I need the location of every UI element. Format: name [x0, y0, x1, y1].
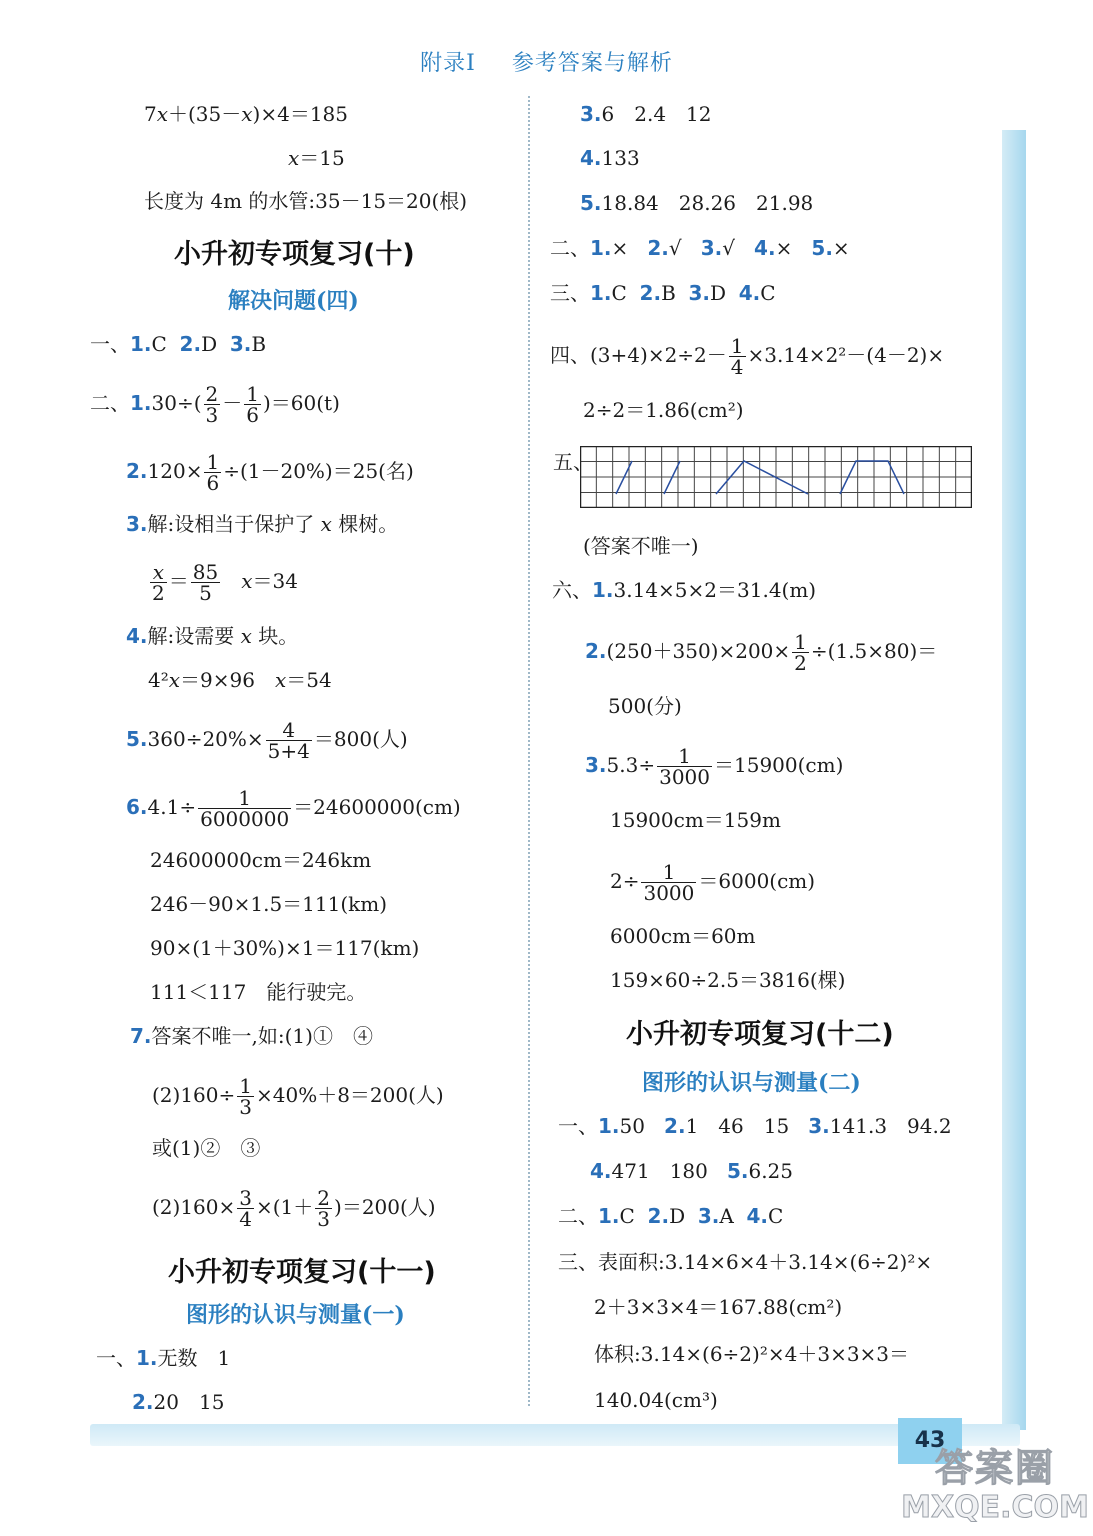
- answer-row: 5.360÷20%× $\frac{4}{5+4}$ ＝800(人): [126, 718, 408, 763]
- answer-row: 四、(3+4)×2÷2－ $\frac{1}{4}$ ×3.14×2²－(4－2)×: [550, 334, 945, 379]
- eq-line: 2÷2＝1.86(cm²): [583, 398, 744, 422]
- answer-row: 3.解:设相当于保护了 𝑥 棵树。: [126, 512, 399, 536]
- answer-row: 5.18.84 28.26 21.98: [580, 191, 814, 215]
- eq-line: 15900cm＝159m: [610, 808, 781, 832]
- section-title-12: 小升初专项复习(十二): [626, 1019, 894, 1050]
- answer-row: 一、1.C 2.D 3.B: [90, 332, 267, 356]
- eq-line: 体积:3.14×(6÷2)²×4＋3×3×3＝: [594, 1342, 910, 1366]
- section-subtitle-12: 图形的认识与测量(二): [642, 1070, 861, 1096]
- answer-row: 二、1.30÷( $\frac{2}{3}$ － $\frac{1}{6}$ )＝60(t): [90, 382, 340, 427]
- watermark-logo: 答案圈 MXQE.COM: [901, 1446, 1089, 1525]
- answer-row: (2)160÷ $\frac{1}{3}$ ×40%＋8＝200(人): [152, 1074, 444, 1119]
- answer-row: 六、1.3.14×5×2＝31.4(m): [552, 578, 817, 602]
- eq-line: 24600000cm＝246km: [150, 848, 372, 872]
- fraction: $\frac{1}{6000000}$: [200, 786, 290, 831]
- page-number: 43: [898, 1418, 962, 1464]
- answer-row: 三、表面积:3.14×6×4＋3.14×(6÷2)²×: [558, 1250, 933, 1274]
- section-subtitle-11: 图形的认识与测量(一): [186, 1302, 405, 1328]
- eq-line: 或(1)② ③: [152, 1136, 261, 1160]
- eq-line: 159×60÷2.5＝3816(棵): [610, 968, 846, 992]
- fraction: $\frac{4}{5+4}$: [267, 718, 310, 763]
- eq-line: 140.04(cm³): [594, 1388, 718, 1412]
- bottom-decoration-band: [90, 1424, 1020, 1446]
- answer-row: 2.120× $\frac{1}{6}$ ÷(1－20%)＝25(名): [126, 450, 414, 495]
- answer-row: 三、1.C 2.B 3.D 4.C: [550, 281, 776, 305]
- fraction: $\frac{1}{2}$: [794, 630, 807, 675]
- column-divider: [528, 96, 530, 1406]
- eq-line: 111＜117 能行驶完。: [150, 980, 367, 1004]
- section-title-10: 小升初专项复习(十): [174, 239, 415, 270]
- fraction: $\frac{2}{3}$: [205, 382, 219, 427]
- side-decoration-bar: [1002, 130, 1026, 1430]
- answer-row: $\frac{\text{𝑥}}{2}$ ＝ $\frac{85}{5}$ 𝑥＝34: [152, 560, 298, 605]
- eq-line: 500(分): [608, 694, 682, 718]
- answer-row: 2÷ $\frac{1}{3000}$ ＝6000(cm): [610, 860, 816, 905]
- answer-row: 2.20 15: [132, 1390, 225, 1414]
- answer-row: 6.4.1÷ $\frac{1}{6000000}$ ＝24600000(cm): [126, 786, 461, 831]
- eq-line: 6000cm＝60m: [610, 924, 756, 948]
- answer-row: 4.133: [580, 146, 640, 170]
- answer-row: 3.5.3÷ $\frac{1}{3000}$ ＝15900(cm): [585, 744, 844, 789]
- fraction: $\frac{1}{3000}$: [659, 744, 710, 789]
- page-header: [0, 46, 1093, 77]
- answer-row: 二、1.C 2.D 3.A 4.C: [558, 1204, 784, 1228]
- eq-line: 4²𝑥＝9×96 𝑥＝54: [148, 668, 332, 692]
- fraction: $\frac{2}{3}$: [317, 1186, 331, 1231]
- fraction: $\frac{1}{6}$: [246, 382, 259, 427]
- answer-row: 一、1.无数 1: [96, 1346, 231, 1370]
- note-line: (答案不唯一): [583, 534, 699, 558]
- fraction: $\frac{3}{4}$: [239, 1186, 252, 1231]
- drawing-grid: [580, 446, 972, 508]
- fraction: $\frac{1}{4}$: [730, 334, 744, 379]
- fraction: $\frac{\text{𝑥}}{2}$: [152, 560, 165, 605]
- eq-line: 2＋3×3×4＝167.88(cm²): [594, 1295, 843, 1319]
- section-subtitle-10: 解决问题(四): [228, 288, 359, 314]
- answer-row: 2.(250＋350)×200× $\frac{1}{2}$ ÷(1.5×80)＝: [585, 630, 938, 675]
- answer-row: 3.6 2.4 12: [580, 102, 712, 126]
- fraction: $\frac{85}{5}$: [192, 560, 219, 605]
- fraction: $\frac{1}{3000}$: [643, 860, 695, 905]
- answer-row: 4.471 180 5.6.25: [590, 1159, 793, 1183]
- answer-row: 二、1.× 2.√ 3.√ 4.× 5.×: [550, 236, 850, 260]
- eq-line: 7𝑥＋(35－𝑥)×4＝185: [144, 102, 348, 126]
- eq-line: 246－90×1.5＝111(km): [150, 892, 388, 916]
- section-title-11: 小升初专项复习(十一): [168, 1257, 436, 1288]
- fraction: $\frac{1}{6}$: [206, 450, 220, 495]
- eq-line: 90×(1＋30%)×1＝117(km): [150, 936, 420, 960]
- eq-line: 𝑥＝15: [288, 146, 345, 170]
- text-line: 长度为 4m 的水管:35－15＝20(根): [144, 189, 468, 213]
- section-label: 五、: [553, 450, 593, 474]
- answer-row: 一、1.50 2.1 46 15 3.141.3 94.2: [558, 1114, 952, 1138]
- answer-row: 4.解:设需要 𝑥 块。: [126, 624, 299, 648]
- answer-row: 7.答案不唯一,如:(1)① ④: [130, 1024, 373, 1048]
- appendix-label: 附录Ⅰ: [420, 51, 476, 76]
- answer-row: (2)160× $\frac{3}{4}$ ×(1＋ $\frac{2}{3}$ )＝200(人): [152, 1186, 436, 1231]
- header-title: 参考答案与解析: [511, 51, 673, 76]
- fraction: $\frac{1}{3}$: [239, 1074, 252, 1119]
